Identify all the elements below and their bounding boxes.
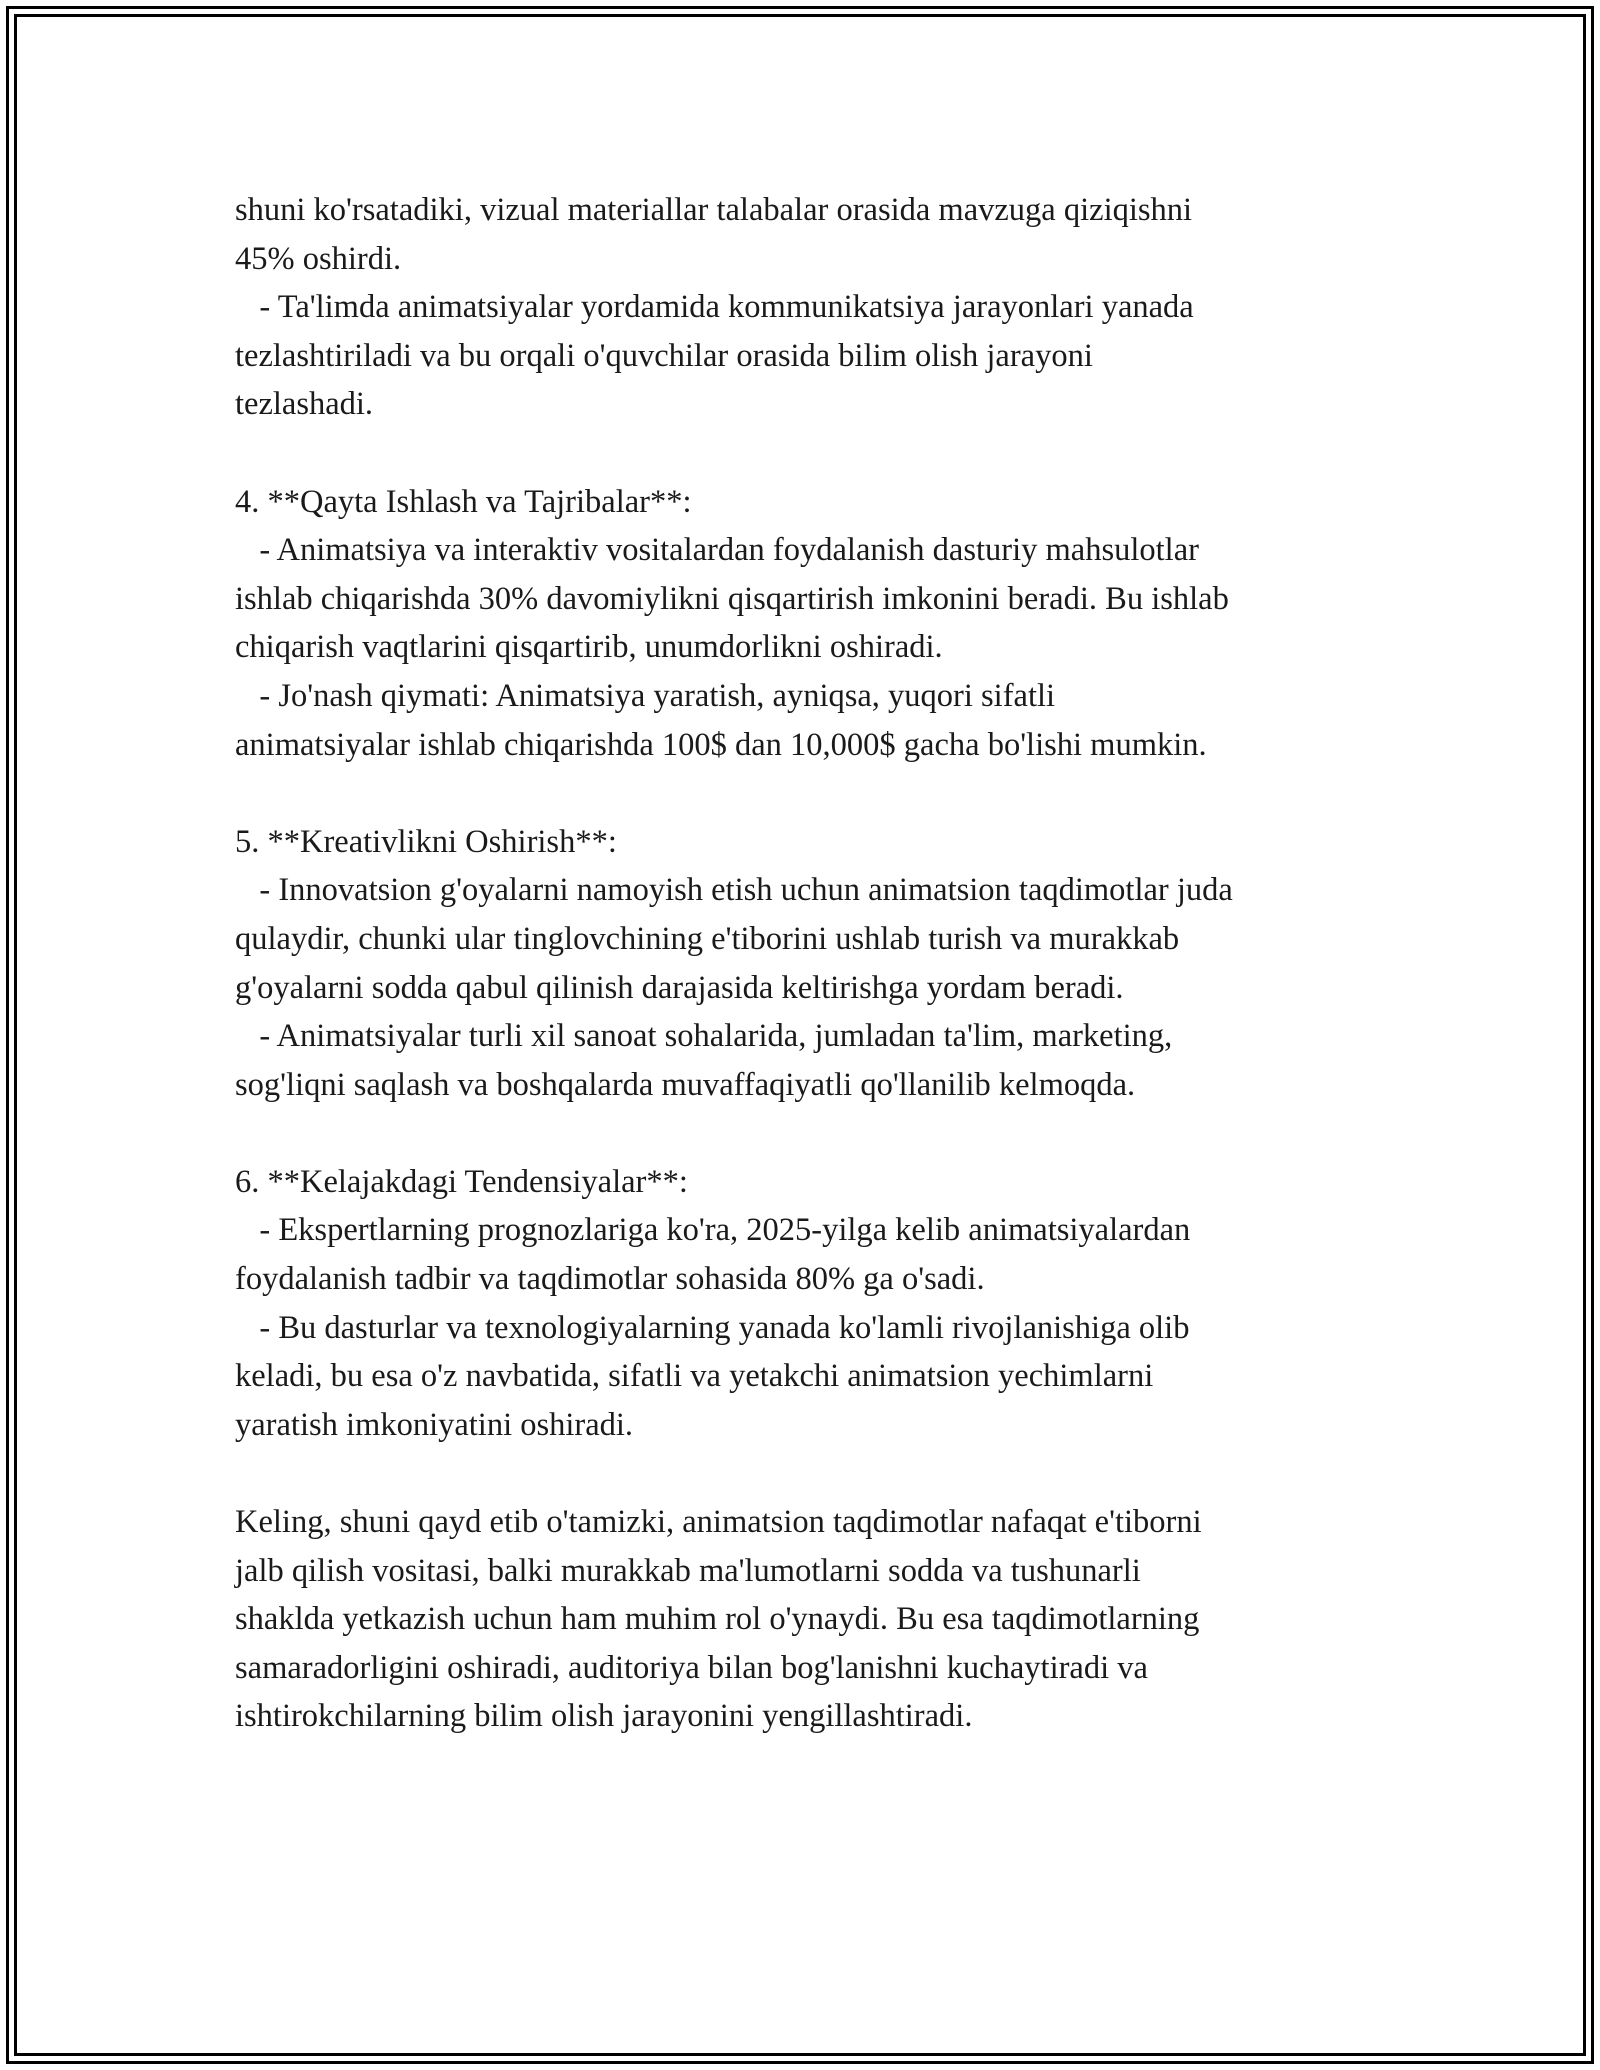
document-body (235, 186, 1385, 1741)
text-line: tezlashadi. (235, 386, 374, 423)
text-line: g'oyalarni sodda qabul qilinish darajasida keltirishga yordam beradi. (235, 969, 1124, 1006)
text-line: - Ta'limda animatsiyalar yordamida kommunikatsiya jarayonlari yanada (235, 289, 1194, 326)
text-line: chiqarish vaqtlarini qisqartirib, unumdorlikni oshiradi. (235, 629, 943, 666)
section-heading: 6. **Kelajakdagi Tendensiyalar**: (235, 1163, 688, 1200)
text-line: - Ekspertlarning prognozlariga ko'ra, 2025-yilga kelib animatsiyalardan (235, 1212, 1191, 1249)
text-line: jalb qilish vositasi, balki murakkab ma'lumotlarni sodda va tushunarli (235, 1552, 1141, 1589)
paragraph-continuation (235, 186, 1385, 429)
text-line: - Animatsiyalar turli xil sanoat sohalarida, jumladan ta'lim, marketing, (235, 1018, 1173, 1055)
text-line: yaratish imkoniyatini oshiradi. (235, 1406, 634, 1443)
text-line: - Jo'nash qiymati: Animatsiya yaratish, ayniqsa, yuqori sifatli (235, 677, 1056, 714)
text-line: 45% oshirdi. (235, 240, 402, 277)
text-line: samaradorligini oshiradi, auditoriya bilan bog'lanishni kuchaytiradi va (235, 1649, 1148, 1686)
text-line: ishlab chiqarishda 30% davomiylikni qisqartirish imkonini beradi. Bu ishlab (235, 580, 1229, 617)
section-heading: 4. **Qayta Ishlash va Tajribalar**: (235, 483, 692, 520)
section-6 (235, 1158, 1385, 1450)
section-5 (235, 818, 1385, 1110)
text-line: - Innovatsion g'oyalarni namoyish etish uchun animatsion taqdimotlar juda (235, 872, 1233, 909)
text-line: shuni ko'rsatadiki, vizual materiallar talabalar orasida mavzuga qiziqishni (235, 192, 1193, 228)
conclusion-paragraph (235, 1498, 1385, 1741)
text-line: keladi, bu esa o'z navbatida, sifatli va yetakchi animatsion yechimlarni (235, 1358, 1154, 1395)
text-line: foydalanish tadbir va taqdimotlar sohasida 80% ga o'sadi. (235, 1261, 985, 1298)
text-line: animatsiyalar ishlab chiqarishda 100$ dan 10,000$ gacha bo'lishi mumkin. (235, 726, 1207, 763)
text-line: Keling, shuni qayd etib o'tamizki, animatsion taqdimotlar nafaqat e'tiborni (235, 1504, 1202, 1541)
text-line: sog'liqni saqlash va boshqalarda muvaffaqiyatli qo'llanilib kelmoqda. (235, 1066, 1136, 1103)
text-line: ishtirokchilarning bilim olish jarayonini yengillashtiradi. (235, 1698, 973, 1735)
text-line: shaklda yetkazish uchun ham muhim rol o'ynaydi. Bu esa taqdimotlarning (235, 1601, 1200, 1638)
section-4 (235, 478, 1385, 770)
section-heading: 5. **Kreativlikni Oshirish**: (235, 823, 617, 860)
text-line: - Bu dasturlar va texnologiyalarning yanada ko'lamli rivojlanishiga olib (235, 1309, 1190, 1346)
text-line: tezlashtiriladi va bu orqali o'quvchilar orasida bilim olish jarayoni (235, 337, 1093, 374)
text-line: - Animatsiya va interaktiv vositalardan foydalanish dasturiy mahsulotlar (235, 532, 1199, 569)
text-line: qulaydir, chunki ular tinglovchining e'tiborini ushlab turish va murakkab (235, 920, 1180, 957)
